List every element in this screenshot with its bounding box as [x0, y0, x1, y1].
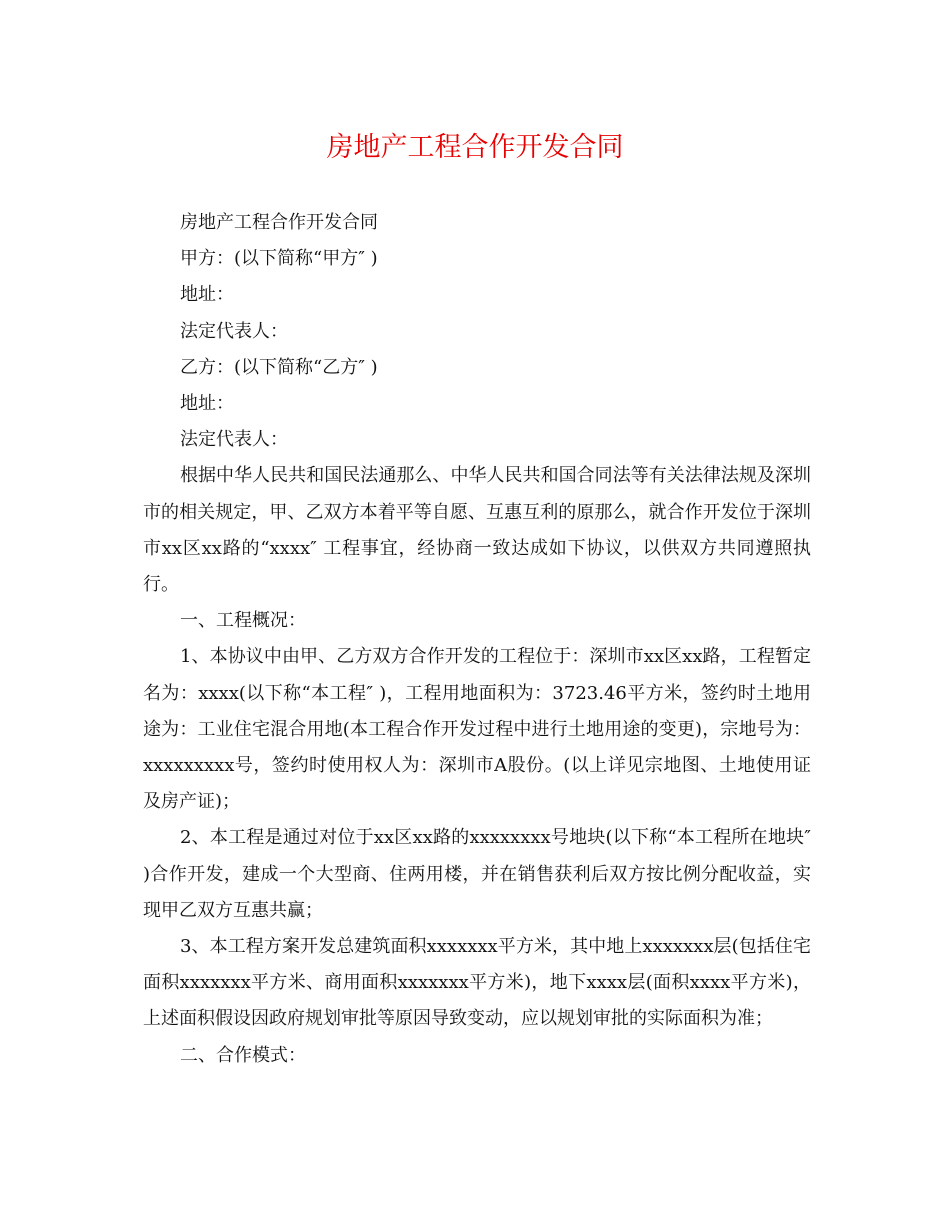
paragraph-party-a-representative: 法定代表人： [180, 320, 288, 342]
section-heading-cooperation-mode: 二、合作模式： [180, 1044, 306, 1066]
paragraph-party-a: 甲方：(以下简称“甲方″ ) [180, 248, 378, 270]
clause-2: 2、本工程是通过对位于xx区xx路的xxxxxxxx号地块(以下称“本工程所在地块″ )合作开发，建成一个大型商、住两用楼，并在销售获利后双方按比例分配收益，实现甲乙双方互惠共赢； [143, 827, 811, 921]
paragraph-party-b-address: 地址： [180, 393, 234, 415]
document-body [143, 205, 811, 1074]
paragraph-preamble: 根据中华人民共和国民法通那么、中华人民共和国合同法等有关法律法规及深圳市的相关规定，甲、乙双方本着平等自愿、互惠互利的原那么，就合作开发位于深圳市xx区xx路的“xxxx″ 工程事宜，经协商一致达成如下协议，以供双方共同遵照执行。 [143, 465, 811, 596]
clause-3: 3、本工程方案开发总建筑面积xxxxxxx平方米，其中地上xxxxxxx层(包括住宅面积xxxxxxx平方米、商用面积xxxxxxx平方米)，地下xxxx层(面积xxxx平方米)，上述面积假设因政府规划审批等原因导致变动，应以规划审批的实际面积为准； [143, 936, 811, 1030]
paragraph-doc-name: 房地产工程合作开发合同 [180, 212, 378, 233]
document-title: 房地产工程合作开发合同 [326, 132, 624, 163]
paragraph-party-b-representative: 法定代表人： [180, 429, 288, 451]
paragraph-party-a-address: 地址： [180, 284, 234, 306]
clause-1: 1、本协议中由甲、乙方双方合作开发的工程位于：深圳市xx区xx路，工程暂定名为：xxxx(以下称“本工程″ )，工程用地面积为：3723.46平方米，签约时土地用途为：工业住宅混合用地(本工程合作开发过程中进行土地用途的变更)，宗地号为：xxxxxxxxx号，签约时使用权人为：深圳市A股份。(以上详见宗地图、土地使用证及房产证)； [143, 646, 811, 813]
section-heading-overview: 一、工程概况： [180, 610, 306, 632]
paragraph-party-b: 乙方：(以下简称“乙方″ ) [180, 356, 378, 378]
